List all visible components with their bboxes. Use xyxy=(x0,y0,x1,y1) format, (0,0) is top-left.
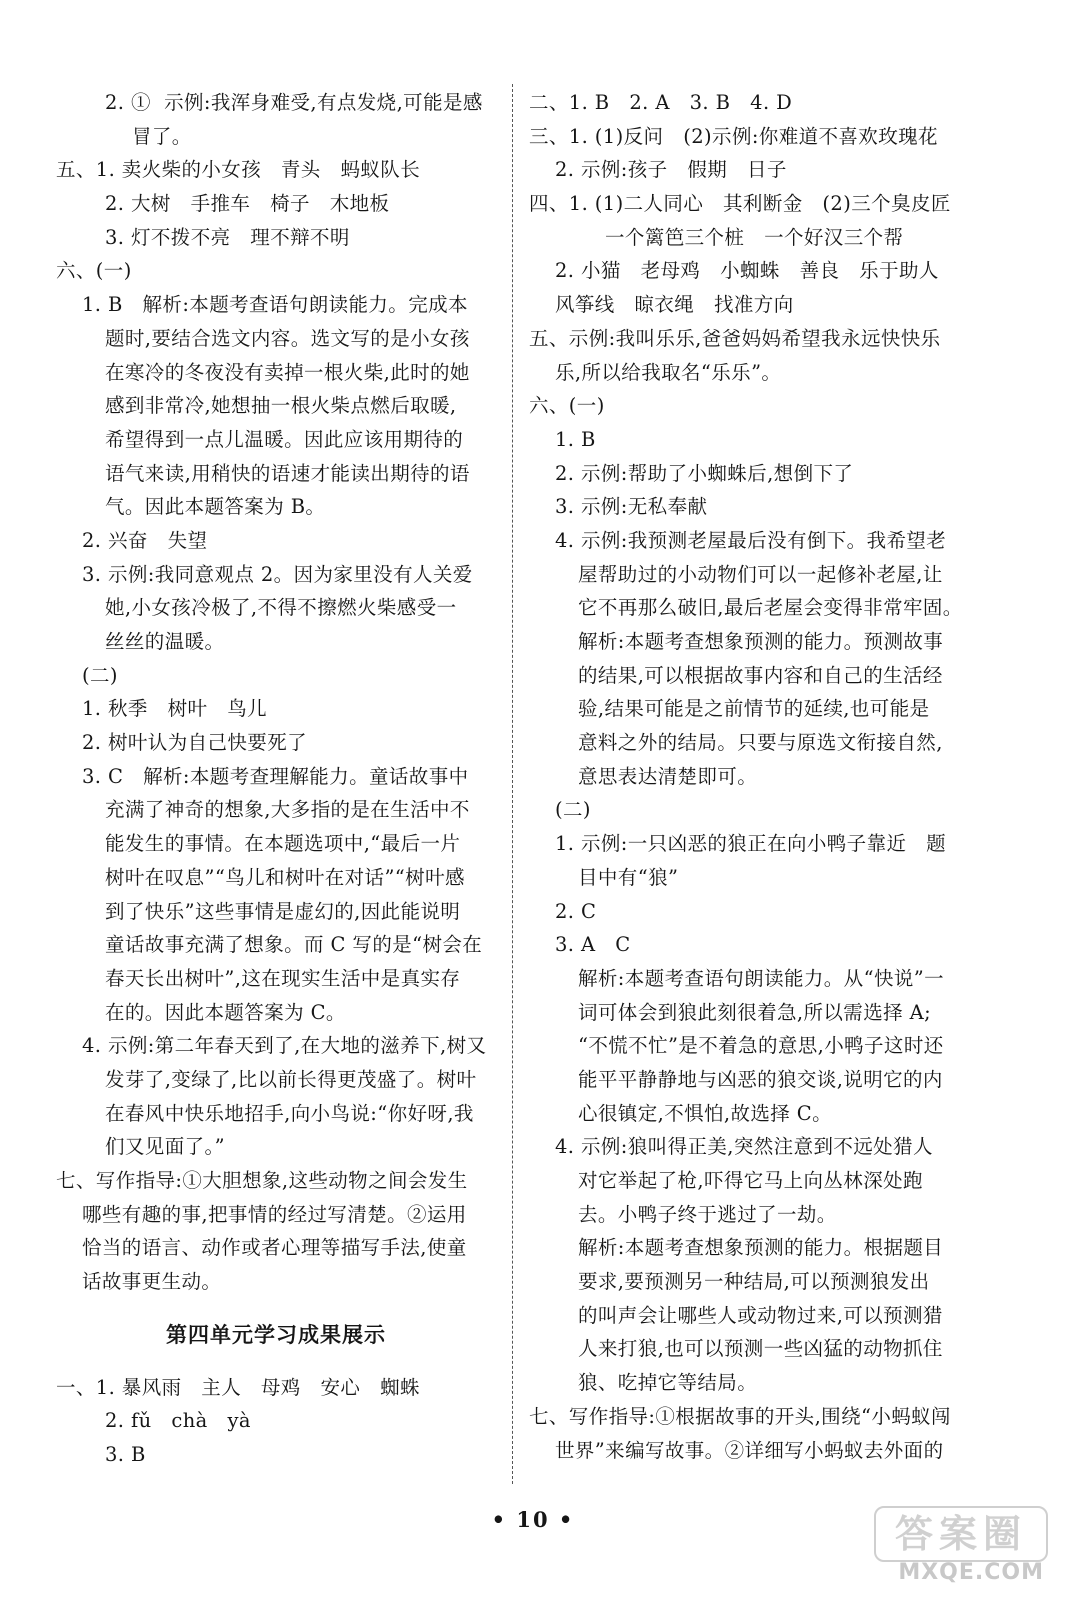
answer-line: 气。因此本题答案为 B。 xyxy=(105,495,326,519)
answer-line: 一个篱笆三个桩 一个好汉三个帮 xyxy=(605,225,904,249)
answer-line: 3. A C xyxy=(555,933,631,957)
answer-line: 3. B xyxy=(105,1443,146,1467)
answer-line: 二、1. B 2. A 3. B 4. D xyxy=(529,91,793,114)
answer-line: 语气来读,用稍快的语速才能读出期待的语 xyxy=(105,461,470,485)
answer-line: 2. ① 示例:我浑身难受,有点发烧,可能是感 xyxy=(105,91,483,114)
answer-line: 1. 秋季 树叶 鸟儿 xyxy=(82,697,267,721)
answer-line: 丝丝的温暖。 xyxy=(105,630,225,653)
answer-line: 的叫声会让哪些人或动物过来,可以预测猎 xyxy=(578,1303,943,1327)
answer-line: 词可体会到狼此刻很着急,所以需选择 A; xyxy=(578,1000,932,1024)
answer-line: 4. 示例:狼叫得正美,突然注意到不远处猎人 xyxy=(555,1135,933,1159)
watermark-logo xyxy=(868,1506,1048,1586)
answer-line: 六、(一) xyxy=(56,259,132,283)
answer-line: 希望得到一点儿温暖。因此应该用期待的 xyxy=(105,427,464,451)
spacer xyxy=(56,1299,496,1313)
answer-line: 话故事更生动。 xyxy=(82,1270,222,1294)
answer-line: 感到非常冷,她想抽一根火柴点燃后取暖, xyxy=(105,394,457,418)
answer-line: 发芽了,变绿了,比以前长得更茂盛了。树叶 xyxy=(105,1067,477,1091)
answer-line: 对它举起了枪,吓得它马上向丛林深处跑 xyxy=(578,1169,923,1192)
answer-line: “不慌不忙”是不着急的意思,小鸭子这时还 xyxy=(578,1034,944,1058)
spacer xyxy=(56,1357,496,1371)
answer-line: 目中有“狼” xyxy=(578,865,679,889)
answer-line: 4. 示例:第二年春天到了,在大地的滋养下,树又 xyxy=(82,1034,487,1058)
answer-line: 意思表达清楚即可。 xyxy=(578,764,758,788)
answer-line: 1. B xyxy=(555,427,596,451)
answer-line: 1. 示例:一只凶恶的狼正在向小鸭子靠近 题 xyxy=(555,832,947,856)
answer-line: 七、写作指导:①根据故事的开头,围绕“小蚂蚁闯 xyxy=(529,1404,951,1428)
answer-line: 到了快乐”这些事情是虚幻的,因此能说明 xyxy=(105,899,461,923)
answer-line: 六、(一) xyxy=(529,394,605,418)
answer-line: 风筝线 晾衣绳 找准方向 xyxy=(555,293,794,317)
answer-line: 3. C 解析:本题考查理解能力。童话故事中 xyxy=(82,764,469,788)
right-column xyxy=(529,86,969,1467)
answer-line: 3. 灯不拨不亮 理不辩不明 xyxy=(105,225,350,249)
answer-line: 的结果,可以根据故事内容和自己的生活经 xyxy=(578,663,943,687)
watermark-title: 答案圈 xyxy=(874,1506,1048,1562)
answer-line: 世界”来编写故事。②详细写小蚂蚁去外面的 xyxy=(555,1438,944,1462)
answer-line: 解析:本题考查语句朗读能力。从“快说”一 xyxy=(578,966,945,990)
answer-line: 乐,所以给我取名“乐乐”。 xyxy=(555,360,782,384)
answer-line: 七、写作指导:①大胆想象,这些动物之间会发生 xyxy=(56,1169,468,1192)
answer-line: 3. 示例:我同意观点 2。因为家里没有人关爱 xyxy=(82,562,473,586)
section-heading: 第四单元学习成果展示 xyxy=(166,1322,386,1347)
answer-line: 1. B 解析:本题考查语句朗读能力。完成本 xyxy=(82,293,468,317)
answer-line: 2. fǔ chà yà xyxy=(105,1409,251,1433)
answer-line: 屋帮助过的小动物们可以一起修补老屋,让 xyxy=(578,562,943,586)
answer-line: 人来打狼,也可以预测一些凶猛的动物抓住 xyxy=(578,1337,943,1361)
answer-line: 五、1. 卖火柴的小女孩 青头 蚂蚁队长 xyxy=(56,158,421,182)
answer-line: 2. 树叶认为自己快要死了 xyxy=(82,731,308,755)
answer-line: 3. 示例:无私奉献 xyxy=(555,495,708,519)
answer-line: 2. 兴奋 失望 xyxy=(82,528,208,552)
answer-line: 恰当的语言、动作或者心理等描写手法,使童 xyxy=(82,1236,467,1260)
answer-line: 在的。因此本题答案为 C。 xyxy=(105,1000,346,1024)
answer-line: 在春风中快乐地招手,向小鸟说:“你好呀,我 xyxy=(105,1101,474,1125)
answer-line: 能平平静静地与凶恶的狼交谈,说明它的内 xyxy=(578,1067,943,1091)
answer-line: 她,小女孩冷极了,不得不擦燃火柴感受一 xyxy=(105,596,457,620)
answer-line: 4. 示例:我预测老屋最后没有倒下。我希望老 xyxy=(555,528,947,552)
answer-line: 树叶在叹息”“鸟儿和树叶在对话”“树叶感 xyxy=(105,865,465,889)
answer-line: 题时,要结合选文内容。选文写的是小女孩 xyxy=(105,326,470,350)
column-divider xyxy=(512,84,513,1484)
answer-line: 春天长出树叶”,这在现实生活中是真实存 xyxy=(105,966,461,990)
answer-line: 去。小鸭子终于逃过了一劫。 xyxy=(578,1202,837,1226)
watermark-site: MXQE.COM xyxy=(898,1560,1044,1585)
answer-line: 它不再那么破旧,最后老屋会变得非常牢固。 xyxy=(578,596,963,620)
answer-line: 充满了神奇的想象,大多指的是在生活中不 xyxy=(105,798,470,822)
answer-line: 解析:本题考查想象预测的能力。根据题目 xyxy=(578,1236,944,1260)
answer-line: 狼、吃掉它等结局。 xyxy=(578,1371,758,1395)
answer-line: (二) xyxy=(555,798,591,822)
answer-line: 要求,要预测另一种结局,可以预测狼发出 xyxy=(578,1270,930,1294)
answer-line: 解析:本题考查想象预测的能力。预测故事 xyxy=(578,630,944,653)
answer-line: 心很镇定,不惧怕,故选择 C。 xyxy=(578,1101,833,1125)
answer-line: 意料之外的结局。只要与原选文衔接自然, xyxy=(578,731,943,755)
answer-line: 四、1. (1)二人同心 其利断金 (2)三个臭皮匠 xyxy=(529,192,951,216)
answer-line: 能发生的事情。在本题选项中,“最后一片 xyxy=(105,832,461,856)
answer-line: 们又见面了。” xyxy=(105,1135,226,1159)
answer-line: 童话故事充满了想象。而 C 写的是“树会在 xyxy=(105,933,483,957)
answer-line: 哪些有趣的事,把事情的经过写清楚。②运用 xyxy=(82,1202,467,1226)
answer-line: (二) xyxy=(82,663,118,687)
left-column xyxy=(56,86,496,1472)
answer-line: 在寒冷的冬夜没有卖掉一根火柴,此时的她 xyxy=(105,360,470,384)
answer-line: 五、示例:我叫乐乐,爸爸妈妈希望我永远快快乐 xyxy=(529,326,941,350)
answer-line: 2. 示例:孩子 假期 日子 xyxy=(555,158,787,182)
answer-line: 2. 小猫 老母鸡 小蜘蛛 善良 乐于助人 xyxy=(555,259,939,283)
answer-line: 2. C xyxy=(555,899,597,923)
answer-line: 一、1. 暴风雨 主人 母鸡 安心 蜘蛛 xyxy=(56,1375,420,1399)
answer-line: 三、1. (1)反问 (2)示例:你难道不喜欢玫瑰花 xyxy=(529,124,938,148)
answer-line: 验,结果可能是之前情节的延续,也可能是 xyxy=(578,697,930,721)
page-number: • 10 • xyxy=(491,1507,575,1532)
answer-line: 2. 大树 手推车 椅子 木地板 xyxy=(105,192,390,216)
answer-line: 2. 示例:帮助了小蜘蛛后,想倒下了 xyxy=(555,461,854,485)
answer-line: 冒了。 xyxy=(132,124,192,148)
